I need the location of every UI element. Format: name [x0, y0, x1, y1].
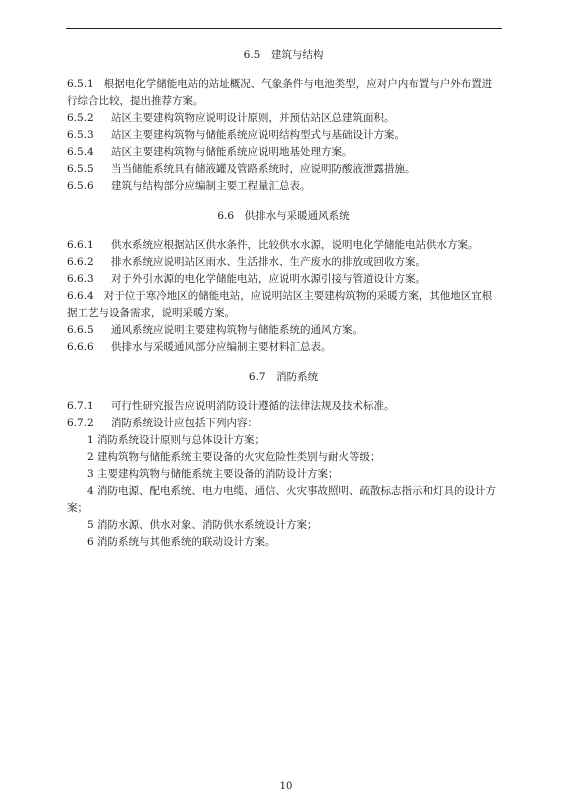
clause-number: 6.6.5 — [67, 324, 94, 336]
clause-6-6-6 — [67, 339, 500, 356]
clause-6-7-2 — [67, 415, 500, 432]
clause-text: 当当储能系统具有储液罐及管路系统时，应说明防酸液泄露措施。 — [111, 163, 416, 175]
clause-6-5-5 — [67, 161, 500, 178]
clause-number: 6.5.2 — [67, 112, 94, 124]
section-heading-6-6: 6.6 供排水与采暖通风系统 — [217, 210, 350, 222]
clause-number: 6.5.3 — [67, 129, 94, 141]
clause-number: 6.5.4 — [67, 146, 94, 158]
clause-number: 6.6.6 — [67, 341, 94, 353]
list-item: 6 消防系统与其他系统的联动设计方案。 — [87, 536, 276, 548]
clause-text: 对于外引水源的电化学储能电站，应说明水源引接与管道设计方案。 — [111, 273, 426, 285]
clause-number: 6.6.4 — [67, 290, 94, 302]
list-item: 4 消防电源、配电系统、电力电缆、通信、火灾事故照明、疏散标志指示和灯具的设计方案； — [67, 485, 497, 514]
clause-number: 6.5.1 — [67, 78, 94, 90]
clause-6-5-3 — [67, 127, 500, 144]
clause-number: 6.7.2 — [67, 417, 94, 429]
clause-text: 建筑与结构部分应编制主要工程量汇总表。 — [111, 180, 311, 192]
clause-number: 6.6.2 — [67, 256, 94, 268]
clause-number: 6.5.6 — [67, 180, 94, 192]
clause-text: 供排水与采暖通风部分应编制主要材料汇总表。 — [111, 341, 332, 353]
document-body — [67, 44, 500, 551]
clause-6-5-6 — [67, 178, 500, 195]
clause-text: 对于位于寒冷地区的储能电站，应说明站区主要建构筑物的采暖方案，其他地区宜根据工艺与设备需求，说明采暖方案。 — [67, 290, 493, 319]
clause-6-6-2 — [67, 254, 500, 271]
clause-number: 6.7.1 — [67, 400, 94, 412]
clause-number: 6.6.3 — [67, 273, 94, 285]
clause-number: 6.5.5 — [67, 163, 94, 175]
clause-text: 站区主要建构筑物应说明设计原则，并预估站区总建筑面积。 — [111, 112, 395, 124]
clause-text: 消防系统设计应包括下列内容： — [111, 417, 258, 429]
clause-6-6-1 — [67, 237, 500, 254]
list-item: 5 消防水源、供水对象、消防供水系统设计方案； — [87, 519, 318, 531]
clause-text: 可行性研究报告应说明消防设计遵循的法律法规及技术标准。 — [111, 400, 395, 412]
clause-6-5-4 — [67, 144, 500, 161]
clause-6-7-1 — [67, 398, 500, 415]
clause-6-5-2 — [67, 110, 500, 127]
header-rule — [66, 28, 502, 29]
list-item: 2 建构筑物与储能系统主要设备的火灾危险性类别与耐火等级； — [87, 451, 381, 463]
clause-text: 站区主要建构筑物与储能系统应说明地基处理方案。 — [111, 146, 353, 158]
clause-6-6-5 — [67, 322, 500, 339]
clause-number: 6.6.1 — [67, 239, 94, 251]
list-item: 1 消防系统设计原则与总体设计方案； — [87, 434, 266, 446]
clause-text: 通风系统应说明主要建构筑物与储能系统的通风方案。 — [111, 324, 363, 336]
section-heading-6-5: 6.5 建筑与结构 — [243, 49, 324, 61]
clause-text: 供水系统应根据站区供水条件，比较供水水源，说明电化学储能电站供水方案。 — [111, 239, 479, 251]
clause-6-6-3 — [67, 271, 500, 288]
clause-text: 根据电化学储能电站的站址概况、气象条件与电池类型，应对户内布置与户外布置进行综合比较，提出推荐方案。 — [67, 78, 493, 107]
clause-text: 站区主要建构筑物与储能系统应说明结构型式与基础设计方案。 — [111, 129, 405, 141]
clause-6-5-1 — [67, 76, 500, 110]
clause-text: 排水系统应说明站区雨水、生活排水、生产废水的排放或回收方案。 — [111, 256, 426, 268]
section-heading-6-7: 6.7 消防系统 — [248, 371, 319, 383]
list-item: 3 主要建构筑物与储能系统主要设备的消防设计方案； — [87, 468, 339, 480]
page-number: 10 — [279, 781, 293, 792]
clause-6-6-4 — [67, 288, 500, 322]
